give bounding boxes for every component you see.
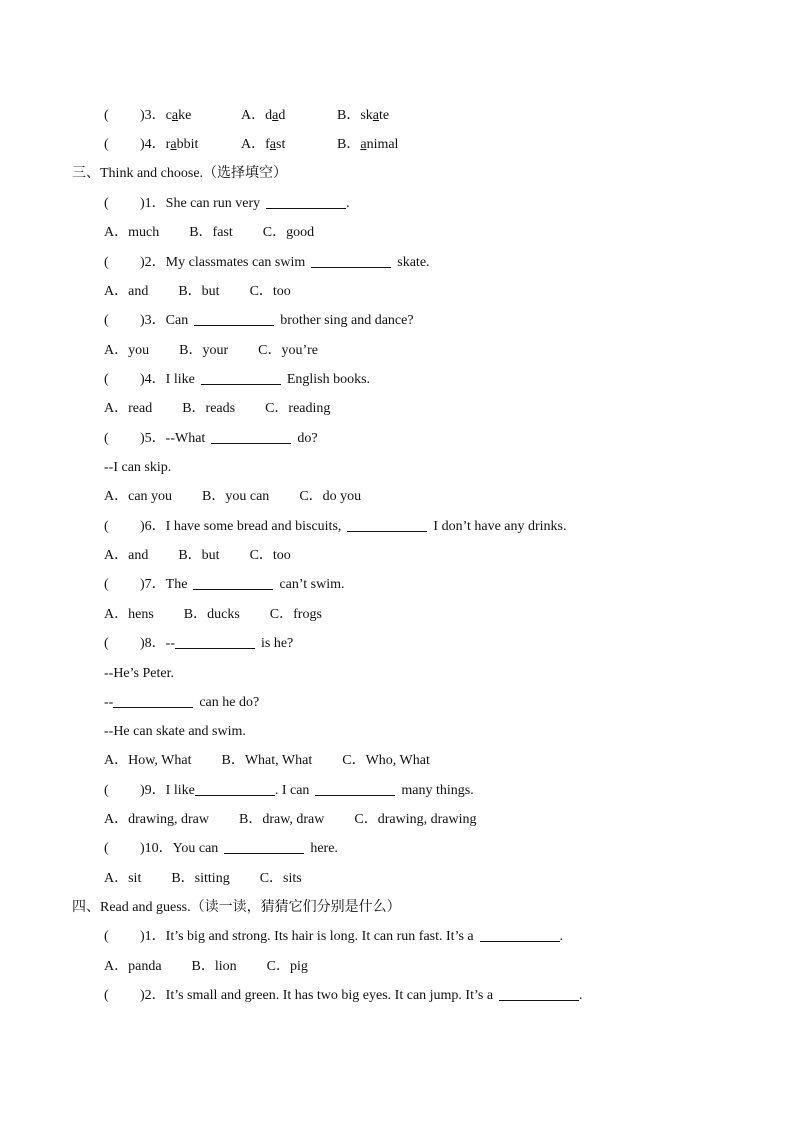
question-number: )10． xyxy=(140,841,173,856)
option-c[interactable]: C．too xyxy=(249,548,291,563)
question-row xyxy=(104,574,345,596)
question-text: brother sing and dance? xyxy=(280,313,414,328)
question-text: --What xyxy=(165,431,206,446)
options-row xyxy=(104,750,460,772)
underlined-letter: a xyxy=(171,108,179,123)
option-b[interactable]: B．but xyxy=(178,548,220,563)
answer-paren[interactable]: ( xyxy=(104,577,109,592)
word-part: c xyxy=(165,108,172,123)
option-a[interactable]: A．sit xyxy=(104,871,142,886)
options-row xyxy=(104,956,338,978)
question-number: )3． xyxy=(140,313,166,328)
answer-blank[interactable] xyxy=(194,311,274,326)
answer-blank[interactable] xyxy=(224,839,304,854)
question-text: It’s big and strong. Its hair is long. It can run fast. It’s a xyxy=(165,929,474,944)
options-row xyxy=(104,545,321,567)
underlined-letter: a xyxy=(360,137,367,152)
answer-blank[interactable] xyxy=(499,986,579,1001)
option-label: A． xyxy=(241,108,266,123)
section-title: 四、Read and guess.（读一读，猜猜它们分别是什么） xyxy=(72,900,401,915)
option-c[interactable]: C．pig xyxy=(266,959,308,974)
options-row xyxy=(104,868,332,890)
option-a[interactable]: A．and xyxy=(104,548,149,563)
question-text: English books. xyxy=(286,372,371,387)
question-row xyxy=(104,193,350,215)
answer-paren[interactable]: ( xyxy=(104,929,109,944)
word-part: r xyxy=(165,137,171,152)
option-label: B． xyxy=(337,137,361,152)
question-number: )2． xyxy=(140,255,166,270)
option-b[interactable]: B．fast xyxy=(189,225,233,240)
option-c[interactable]: C．frogs xyxy=(269,607,322,622)
question-row xyxy=(104,252,430,274)
question-text: I don’t have any drinks. xyxy=(433,519,567,534)
question-text: can’t swim. xyxy=(279,577,345,592)
question-row xyxy=(104,633,293,655)
option-a[interactable]: A．drawing, draw xyxy=(104,812,209,827)
option-b[interactable] xyxy=(337,134,398,156)
option-label: A． xyxy=(241,137,266,152)
underlined-letter: a xyxy=(372,108,380,123)
answer-blank[interactable] xyxy=(315,781,395,796)
word-part: d xyxy=(265,108,273,123)
options-row xyxy=(104,222,344,244)
question-number: )3． xyxy=(140,108,166,123)
word-part: f xyxy=(265,137,270,152)
question-row xyxy=(104,369,370,391)
answer-paren[interactable]: ( xyxy=(104,783,109,798)
question-row xyxy=(104,428,318,450)
option-b[interactable] xyxy=(337,105,389,127)
option-b[interactable]: B．your xyxy=(179,343,229,358)
option-a[interactable]: A．How, What xyxy=(104,753,192,768)
options-row xyxy=(104,486,391,508)
option-b[interactable]: B．but xyxy=(178,284,220,299)
question-number: )8． xyxy=(140,636,166,651)
option-c[interactable]: C．you’re xyxy=(258,343,319,358)
option-a[interactable] xyxy=(241,134,285,156)
option-a[interactable] xyxy=(241,105,285,127)
question-text: . xyxy=(579,988,583,1003)
option-c[interactable]: C．do you xyxy=(299,489,362,504)
answer-blank[interactable] xyxy=(201,370,281,385)
answer-blank[interactable] xyxy=(195,781,275,796)
section-title: 三、Think and choose.（选择填空） xyxy=(72,166,288,181)
question-text: Can xyxy=(165,313,189,328)
question-row xyxy=(104,105,390,127)
question-number: )7． xyxy=(140,577,166,592)
answer-paren[interactable]: ( xyxy=(104,431,109,446)
underlined-letter: a xyxy=(272,108,279,123)
answer-blank[interactable] xyxy=(480,927,560,942)
options-row xyxy=(104,809,506,831)
option-a[interactable]: A．can you xyxy=(104,489,173,504)
option-c[interactable]: C．good xyxy=(262,225,315,240)
answer-blank[interactable] xyxy=(347,517,427,532)
word-part: te xyxy=(379,108,390,123)
option-c[interactable]: C．reading xyxy=(265,401,331,416)
word-part: st xyxy=(276,137,286,152)
option-c[interactable]: C．drawing, drawing xyxy=(354,812,477,827)
word-part: ke xyxy=(178,108,192,123)
answer-paren[interactable]: ( xyxy=(104,372,109,387)
question-row xyxy=(104,134,399,156)
question-text: is he? xyxy=(261,636,294,651)
question-text: I have some bread and biscuits, xyxy=(165,519,342,534)
answer-paren[interactable]: ( xyxy=(104,108,109,123)
answer-paren[interactable]: ( xyxy=(104,313,109,328)
question-text: -- xyxy=(165,636,175,651)
question-text: I like xyxy=(165,372,195,387)
answer-paren[interactable]: ( xyxy=(104,636,109,651)
options-row xyxy=(104,281,321,303)
question-number: )2． xyxy=(140,988,166,1003)
question-number: )1． xyxy=(140,929,166,944)
question-number: )1． xyxy=(140,196,166,211)
question-row xyxy=(104,516,567,538)
option-c[interactable]: C．too xyxy=(249,284,291,299)
dialogue-reply: --He can skate and swim. xyxy=(104,724,246,739)
question-text: -- xyxy=(104,695,114,710)
question-row xyxy=(104,780,474,802)
answer-paren[interactable]: ( xyxy=(104,841,109,856)
question-row xyxy=(104,985,583,1007)
underlined-letter: a xyxy=(269,137,277,152)
option-b[interactable]: B．reads xyxy=(182,401,236,416)
answer-paren[interactable]: ( xyxy=(104,988,109,1003)
question-text: many things. xyxy=(401,783,474,798)
question-number: )6． xyxy=(140,519,166,534)
question-number: )5． xyxy=(140,431,166,446)
question-text: My classmates can swim xyxy=(165,255,306,270)
option-b[interactable]: B．draw, draw xyxy=(238,812,325,827)
question-number: )4． xyxy=(140,137,166,152)
answer-paren[interactable]: ( xyxy=(104,519,109,534)
option-b[interactable]: B．lion xyxy=(191,959,237,974)
option-a[interactable]: A．panda xyxy=(104,959,162,974)
dialogue-reply: --He’s Peter. xyxy=(104,666,174,681)
question-text: . xyxy=(559,929,564,944)
answer-blank[interactable] xyxy=(175,634,255,649)
answer-blank[interactable] xyxy=(211,429,291,444)
dialogue-reply: --I can skip. xyxy=(104,460,172,475)
option-a[interactable]: A．you xyxy=(104,343,150,358)
options-row xyxy=(104,604,352,626)
question-number: )4． xyxy=(140,372,166,387)
question-number: )9． xyxy=(140,783,166,798)
answer-blank[interactable] xyxy=(311,253,391,268)
option-a[interactable]: A．read xyxy=(104,401,153,416)
word-part: sk xyxy=(360,108,373,123)
options-row xyxy=(104,398,360,420)
word-part: bbit xyxy=(176,137,199,152)
question-text: . xyxy=(346,196,350,211)
option-a[interactable]: A．and xyxy=(104,284,149,299)
answer-paren[interactable]: ( xyxy=(104,196,109,211)
answer-blank[interactable] xyxy=(193,575,273,590)
option-b[interactable]: B．ducks xyxy=(183,607,240,622)
question-row xyxy=(104,838,338,860)
option-b[interactable]: B．What, What xyxy=(221,753,313,768)
word-part: nimal xyxy=(366,137,399,152)
question-text: You can xyxy=(172,841,219,856)
answer-blank[interactable] xyxy=(113,693,193,708)
option-label: B． xyxy=(337,108,361,123)
answer-paren[interactable]: ( xyxy=(104,255,109,270)
option-c[interactable]: C．sits xyxy=(259,871,302,886)
question-text: The xyxy=(165,577,188,592)
option-a[interactable]: A．hens xyxy=(104,607,154,622)
answer-blank[interactable] xyxy=(266,194,346,209)
answer-paren[interactable]: ( xyxy=(104,137,109,152)
option-b[interactable]: B．you can xyxy=(202,489,270,504)
question-text: She can run very xyxy=(165,196,261,211)
question-text: skate. xyxy=(397,255,430,270)
option-c[interactable]: C．Who, What xyxy=(342,753,430,768)
dialogue-question xyxy=(104,692,259,714)
question-row xyxy=(104,310,414,332)
option-a[interactable]: A．much xyxy=(104,225,160,240)
underlined-letter: a xyxy=(170,137,177,152)
question-text: here. xyxy=(310,841,338,856)
options-row xyxy=(104,340,348,362)
question-text: do? xyxy=(297,431,318,446)
question-text: I like xyxy=(165,783,195,798)
word-part: d xyxy=(278,108,286,123)
question-text: can he do? xyxy=(199,695,260,710)
question-text: It’s small and green. It has two big eyes. It can jump. It’s a xyxy=(165,988,494,1003)
question-text: . I can xyxy=(274,783,310,798)
question-row xyxy=(104,926,563,948)
option-b[interactable]: B．sitting xyxy=(171,871,230,886)
